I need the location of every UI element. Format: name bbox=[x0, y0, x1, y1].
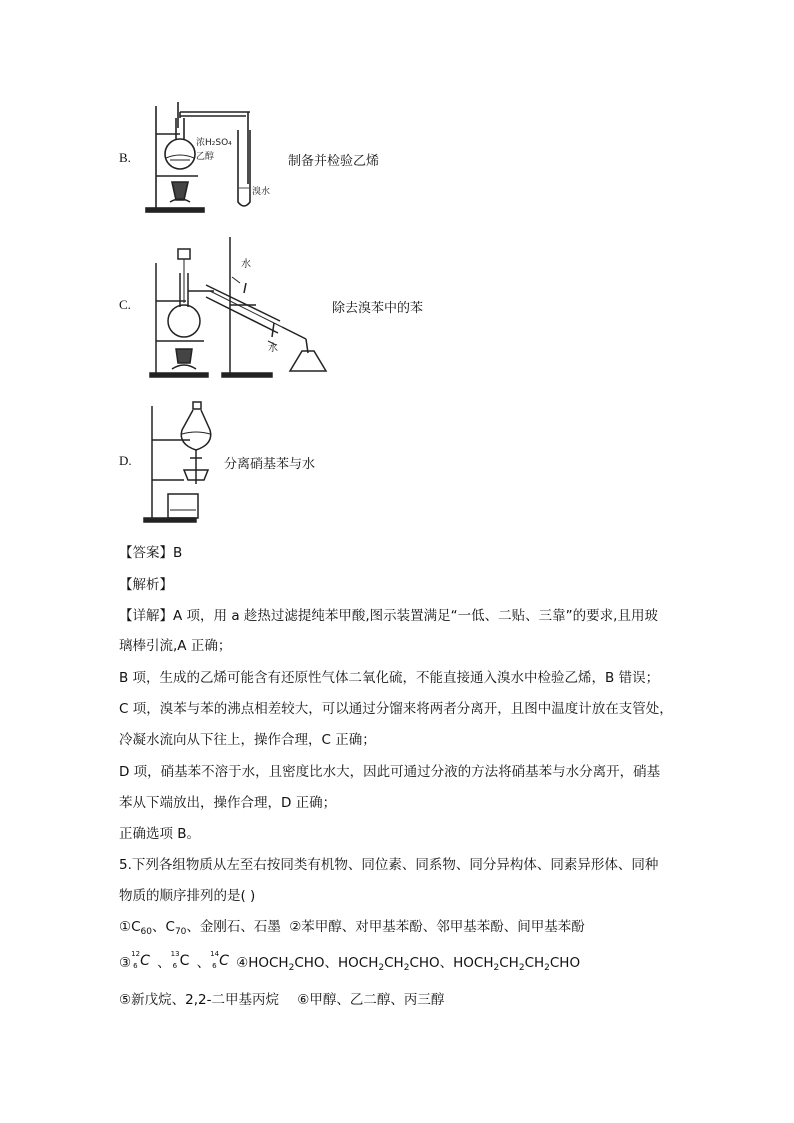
item1-number: ① bbox=[119, 919, 132, 935]
label-water-outlet: 水 bbox=[241, 259, 251, 270]
formula-c70: $C_{70}$ bbox=[165, 919, 187, 937]
analysis-heading: 【解析】 bbox=[119, 577, 173, 593]
isotope-c13: 13 6 C bbox=[170, 950, 190, 970]
option-d-letter: D. bbox=[119, 453, 132, 468]
formula-hydroxybutanal: $HOCH_2CH_2CH_2CHO$ bbox=[453, 955, 581, 973]
formula-hydroxypropanal: $HOCH_2CH_2CHO$ bbox=[338, 955, 440, 973]
explanation-conclusion: 正确选项 B。 bbox=[119, 826, 201, 842]
item6-text: ⑥甲醇、乙二醇、丙三醇 bbox=[297, 992, 445, 1008]
question5-item5-item6 bbox=[119, 988, 444, 1008]
explanation-d-line1: D 项，硝基苯不溶于水，且密度比水大，因此可通过分液的方法将硝基苯与水分离开，硝基 bbox=[119, 764, 661, 780]
question5-item3-item4: ③ 12 6 C 、 13 6 C 、 14 6 C $④HOCH_2CHO$、$HOCH_2CH_2CHO$、$HOCH_2CH_2CH_2CHO$ bbox=[119, 950, 581, 973]
question5-stem-line1: 5.下列各组物质从左至右按同类有机物、同位素、同系物、同分异构体、同素异形体、同种 bbox=[119, 857, 659, 873]
label-ethanol: 乙醇 bbox=[196, 152, 215, 162]
distillation-apparatus-diagram bbox=[148, 233, 338, 381]
explanation-c-line2: 冷凝水流向从下往上，操作合理，C 正确； bbox=[119, 732, 376, 748]
ethylene-apparatus-diagram bbox=[140, 98, 275, 216]
option-c-caption: 除去溴苯中的苯 bbox=[332, 301, 424, 316]
option-b-letter: B. bbox=[119, 150, 131, 165]
item3-number: ③ bbox=[119, 955, 132, 971]
explanation-a-line2: 璃棒引流,A 正确； bbox=[119, 638, 232, 654]
isotope-c14: 14 6 C bbox=[210, 950, 229, 970]
formula-c60: $C_{60}$ bbox=[131, 919, 152, 937]
option-b-caption: 制备并检验乙烯 bbox=[288, 154, 380, 169]
item5-text: ⑤新戊烷、2,2-二甲基丙烷 bbox=[119, 992, 279, 1008]
answer-line: 【答案】B bbox=[119, 545, 183, 561]
explanation-d-line2: 苯从下端放出，操作合理，D 正确； bbox=[119, 795, 337, 811]
option-c-letter: C. bbox=[119, 297, 131, 312]
explanation-b: B 项，生成的乙烯可能含有还原性气体二氧化硫，不能直接通入溴水中检验乙烯，B 错误； bbox=[119, 670, 660, 686]
separatory-funnel-diagram bbox=[140, 400, 220, 526]
label-conc-h2so4: 浓H₂SO₄ bbox=[196, 138, 232, 148]
isotope-c12: 12 6 C bbox=[131, 950, 150, 970]
explanation-a-line1: 【详解】A 项，用 a 趁热过滤提纯苯甲酸,图示装置满足“一低、二贴、三靠”的要求,且用玻 bbox=[119, 608, 658, 624]
label-bromine-water: 溴水 bbox=[252, 187, 271, 197]
question5-stem-line2: 物质的顺序排列的是( ) bbox=[119, 888, 256, 904]
label-water-inlet: 水 bbox=[268, 343, 278, 354]
item4-number: ④ bbox=[236, 955, 249, 971]
option-d-caption: 分离硝基苯与水 bbox=[224, 457, 316, 472]
explanation-c-line1: C 项，溴苯与苯的沸点相差较大，可以通过分馏来将两者分离开，且图中温度计放在支管处， bbox=[119, 701, 673, 717]
item2-text: ②苯甲醇、对甲基苯酚、邻甲基苯酚、间甲基苯酚 bbox=[289, 919, 585, 935]
formula-glycolaldehyde: $HOCH_2CHO$ bbox=[248, 955, 325, 973]
question5-item1-item2: $①C_{60}$、$C_{70}$、金刚石、石墨 ②苯甲醇、对甲基苯酚、邻甲基苯酚、间甲基苯酚 bbox=[119, 919, 585, 937]
